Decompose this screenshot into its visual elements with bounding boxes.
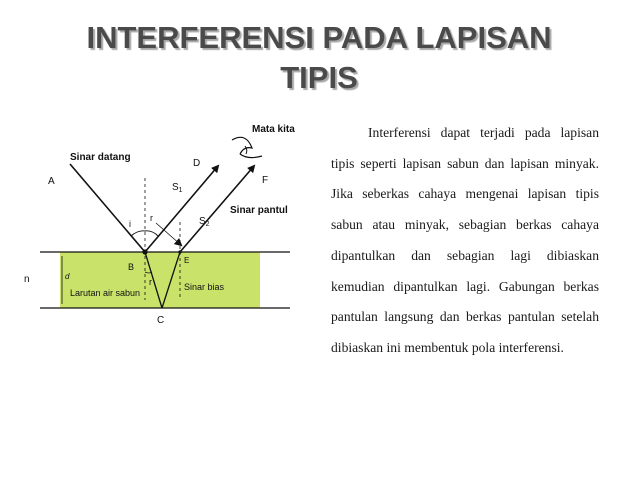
reflected-ray-s1 [145,166,218,252]
title-line-1: INTERFERENSI PADA LAPISAN [86,20,552,55]
label-point-f: F [262,175,269,186]
thin-film-diagram [0,108,330,348]
label-medium-n: n [24,274,30,285]
incident-ray-line [70,164,145,252]
label-angle-r2: r [149,277,152,287]
explanation-paragraph: Interferensi dapat terjadi pada lapisan tipis seperti lapisan sabun dan lapisan minyak. Jika seberkas cahaya mengenai lapisan tipis sabun atau minyak, sebagian berkas cahaya dipantulkan dan sebagian lagi dibiaskan kemudian dipantulkan lagi. Gabungan berkas pantulan langsung dan berkas pantulan setelah dibiaskan ini membentuk pola interferensi. [331,125,599,355]
label-larutan-air-sabun: Larutan air sabun [70,288,141,298]
label-s2: $S_2$ [199,216,210,228]
title-line-2: TIPIS [280,60,358,95]
label-mata-kita: Mata kita [252,124,295,135]
label-thickness-d: d [65,272,70,281]
label-angle-r: r [150,213,153,223]
label-point-b: B [128,262,135,272]
label-angle-i: i [129,219,131,229]
label-point-a: A [48,176,55,187]
point-b-marker [142,249,147,254]
point-e-marker [178,250,181,253]
label-point-e: E [184,256,190,265]
label-sinar-pantul: Sinar pantul [230,205,288,216]
label-point-d: D [193,158,201,169]
label-s1: $S_1$ [172,182,183,194]
label-sinar-bias: Sinar bias [184,282,225,292]
label-point-c: C [157,315,165,326]
eye-icon [232,137,262,157]
label-sinar-datang: Sinar datang [70,152,131,163]
angle-r-arc [145,231,158,236]
angle-i-arc [131,231,145,236]
slide-title [40,18,598,98]
